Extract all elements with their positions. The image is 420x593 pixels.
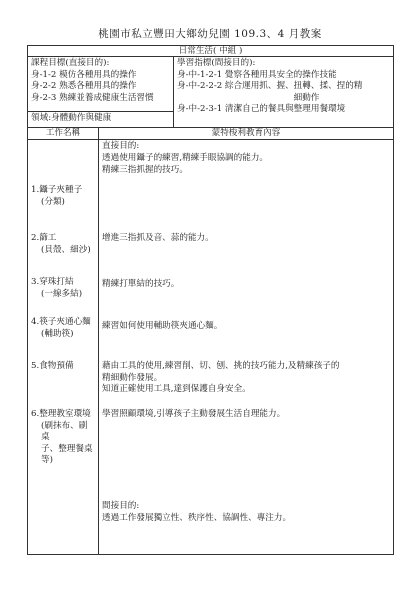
work-name-header: 工作名稱: [28, 128, 99, 140]
activity-description: 增進三指抓及音、蒜的能力。: [102, 233, 214, 243]
montessori-content-column: [99, 140, 394, 555]
indirect-aim: [102, 501, 291, 524]
activity-description: 精練打單結的技巧。: [102, 279, 180, 289]
activity-name: 1.鑷子夾種子 (分類): [31, 185, 83, 207]
page-title: 桃園市私立豐田大鄉幼兒園 109.3、4 月教案: [98, 28, 322, 40]
activity-description: 學習照顧環境,引導孩子主動發展生活自理能力。: [102, 409, 286, 419]
direct-aim-heading: 直接目的:: [102, 141, 140, 151]
learning-indicator-item: 身-中-2-2-2 綜合運用抓、握、扭轉、揉、捏的精: [177, 81, 363, 92]
activity-sub: (刷抹布、刷桌 子、整理餐桌 等): [41, 420, 93, 466]
course-goal-item: 身-1-2 模仿各種用具的操作: [31, 69, 137, 80]
course-goal-item: 身-2-3 熟練並養成健康生活習慣: [31, 92, 154, 103]
learning-indicator-item-wrap: 細動作: [293, 92, 320, 103]
activity-sub: (輔助筷): [41, 328, 74, 339]
activity-name: 3.穿珠打結 (一線多結): [31, 277, 83, 299]
activity-name: 5.食物預備: [31, 361, 74, 371]
activity-description: 練習如何使用輔助筷夾通心麵。: [102, 321, 223, 331]
course-goals-cell: [28, 57, 174, 112]
learning-indicator-item: 身-中-1-2-1 覺察各種用具安全的操作技能: [177, 69, 337, 80]
activity-description: 透過使用鑷子的練習,精練手眼協調的能力。 精練三指抓握的技巧。: [102, 153, 269, 175]
course-goals-heading: 課程目標(直接目的):: [31, 58, 110, 68]
activity-name-column: [28, 140, 99, 555]
field-cell: 領域:身體動作與健康: [28, 112, 174, 128]
course-goal-item: 身-2-2 熟悉各種用具的操作: [31, 81, 137, 92]
activity-name: 2.篩工 (貝殼、細沙): [31, 233, 91, 255]
section-header: 日常生活( 中組 ): [28, 46, 394, 57]
learning-indicators-cell: [174, 57, 394, 128]
lesson-plan-table: [27, 45, 394, 555]
indirect-aim-heading: 間接目的:: [102, 501, 140, 511]
activity-name: 6.整理教室環境 (刷抹布、刷桌 子、整理餐桌 等): [31, 409, 95, 467]
activity-name: 4.筷子夾通心麵 (輔助筷): [31, 317, 91, 339]
montessori-content-header: 蒙特梭利教育內容: [99, 128, 394, 140]
learning-indicators-heading: 學習指標(間接目的):: [177, 58, 256, 68]
activity-sub: (一線多結): [41, 288, 83, 299]
activity-description: 藉由工具的使用,練習削、切、刨、挑的技巧能力,及精練孩子的 精細動作發展。 知道正確使用工具,達到保護自身安全。: [102, 361, 340, 395]
learning-indicator-item: 身-中-2-3-1 清潔自己的餐具與整理用餐環境: [177, 104, 346, 115]
indirect-aim-text: 透過工作發展獨立性、秩序性、協調性、專注力。: [102, 512, 292, 523]
activity-sub: (分類): [41, 196, 65, 207]
activity-sub: (貝殼、細沙): [41, 244, 91, 255]
